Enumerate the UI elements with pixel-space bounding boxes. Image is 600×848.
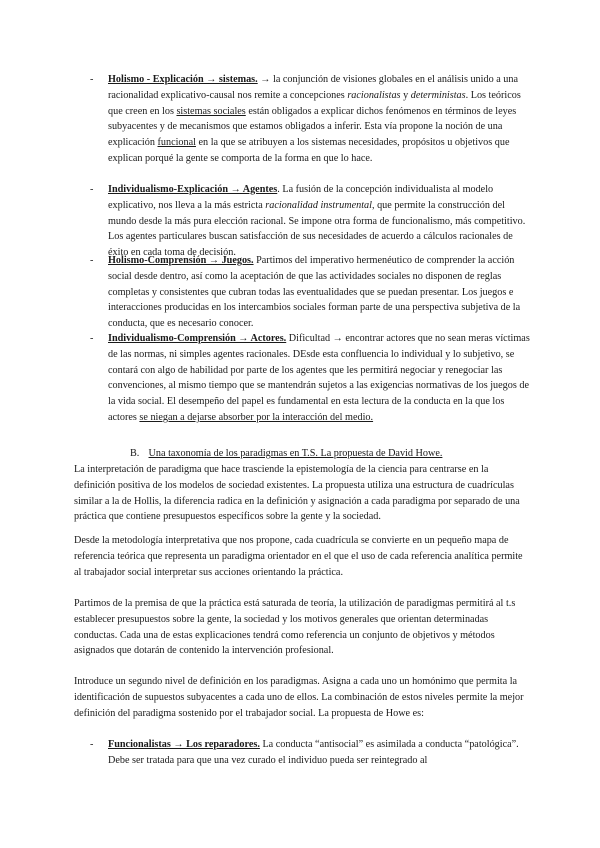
item-underlined: sistemas sociales	[176, 105, 246, 117]
section-title: Una taxonomía de los paradigmas en T.S. La propuesta de David Howe.	[148, 448, 443, 459]
item-emphasis: racionalistas	[347, 89, 401, 101]
list-dash: -	[90, 739, 94, 750]
item-heading: Individualismo-Comprensión → Actores.	[108, 333, 287, 344]
list-dash: -	[90, 74, 94, 85]
list-item-holismo-comprension	[90, 253, 530, 332]
list-item-body	[108, 737, 530, 769]
list-item-body	[108, 253, 530, 332]
list-dash: -	[90, 333, 94, 344]
item-emphasis: deterministas	[410, 89, 466, 101]
item-heading: Individualismo-Explicación → Agentes	[108, 184, 278, 195]
item-heading: Funcionalistas → Los reparadores.	[108, 739, 260, 750]
list-item-body	[108, 331, 530, 426]
list-dash: -	[90, 184, 94, 195]
list-item-body	[108, 72, 530, 167]
paragraph-2: Desde la metodología interpretativa que nos propone, cada cuadrícula se convierte en un pequeño mapa de referencia teórica que representa un paradigma orientador en el que el uso de cada referencia analítica permite al trabajador social interpretar sus acciones orientando la práctica.	[74, 535, 523, 578]
section-letter: B.	[130, 448, 140, 459]
item-text: , que permite la construcción del mundo desde la más pura elección racional. Se impone otra forma de funcionalismo, más competitivo. Los agentes particulares buscan satisfacción de sus necesidades de acuerdo a cálculos racionales de éxito en cada toma de decisión.	[108, 199, 526, 259]
list-dash: -	[90, 255, 94, 266]
item-text: están obligados a explicar dichos fenómenos en términos de leyes subyacentes y de mecanismos que estamos obligados a inferir. Esta vía propone la noción de una explicación	[108, 105, 517, 149]
item-underlined: se niegan a dejarse absorber por la interacción del medio.	[139, 411, 374, 423]
list-item-individualismo-comprension	[90, 331, 530, 426]
item-heading: Holismo-Comprensión → Juegos.	[108, 255, 254, 266]
item-text: . Los teóricos que creen en los	[108, 89, 521, 117]
paragraph-4: Introduce un segundo nivel de definición en los paradigmas. Asigna a cada uno un homónimo que permita la identificación de supuestos subyacentes a cada uno de ellos. La combinación de estos niveles permite la mejor definición del paradigma sostenido por el trabajador social. La propuesta de Howe es:	[74, 676, 524, 719]
list-item-holismo-explicacion	[90, 72, 530, 167]
item-text: Partimos del imperativo hermenéutico de comprender la acción social desde dentro, así como la aceptación de que las actividades sociales no disponen de reglas completas y consistentes que cubran todas las eventualidades que se puedan presentar. Los juegos e interacciones producidas en los intercambios sociales forman parte de una perspectiva subjetiva de la conducta, que es necesario conocer.	[108, 255, 521, 330]
item-heading: Holismo - Explicación → sistemas.	[108, 74, 258, 85]
paragraph-1: La interpretación de paradigma que hace trasciende la epistemología de la ciencia para centrarse en la definición positiva de los modelos de sociedad existentes. La propuesta utiliza una estructura de cuadrículas similar a la de Hollis, la diferencia radica en la definición y asignación a cada paradigma por separado de una práctica que contiene presupuestos específicos sobre la gente y la sociedad.	[74, 464, 520, 523]
item-emphasis: racionalidad instrumental	[265, 199, 372, 211]
item-text: → la conjunción de visiones globales en el análisis unido a una racionalidad explicativo-causal nos remite a concepciones	[108, 74, 518, 101]
section-heading	[130, 447, 442, 461]
paragraph-3: Partimos de la premisa de que la práctica está saturada de teoría, la utilización de paradigmas permitirá al t.s establecer presupuestos sobre la gente, la sociedad y los motivos generales que orientan determinadas conductas. Cada una de estas explicaciones tendrá como referencia un conjunto de objetivos y métodos asignados que dotarán de contenido la intervención profesional.	[74, 598, 516, 657]
item-text: en la que se atribuyen a los sistemas necesidades, propósitos u objetivos que explican porqué la gente se comporta de la forma en que lo hace.	[108, 137, 510, 164]
list-item-individualismo-explicacion	[90, 182, 530, 261]
item-text: . La fusión de la concepción individualista al modelo explicativo, nos lleva a la más estricta	[108, 184, 494, 211]
item-underlined: funcional	[157, 137, 196, 149]
item-text: Dificultad → encontrar actores que no sean meras víctimas de las normas, ni simples agentes racionales. DEsde esta confluencia lo individual y lo subjetivo, se contará con algo de habilidad por parte de los agentes que les permitirá negociar y renegociar las convenciones, al mismo tiempo que se mantendrán sujetos a las exigencias normativas de los juegos de la vida social. El desempeño del papel es fundamental en esta lectura de la conducta en la que los actores	[108, 333, 530, 423]
list-item-body	[108, 182, 530, 261]
list-item-funcionalistas	[90, 737, 530, 769]
item-text: y	[400, 89, 411, 101]
item-text: La conducta “antisocial” es asimilada a conducta “patológica”. Debe ser tratada para que una vez curado el individuo pueda ser reintegrado al	[108, 739, 519, 766]
